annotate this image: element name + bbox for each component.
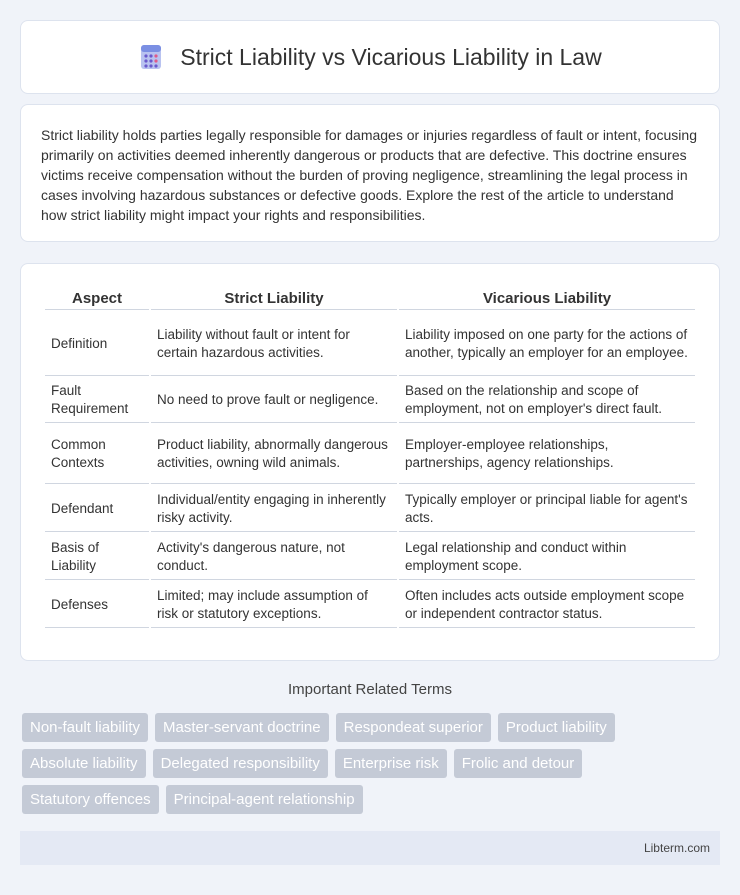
table-row xyxy=(45,378,695,423)
table-row xyxy=(45,312,695,376)
cell-strict: Limited; may include assumption of risk or statutory exceptions. xyxy=(151,582,397,628)
related-term-tag[interactable]: Frolic and detour xyxy=(454,749,583,778)
related-term-tag[interactable]: Principal-agent relationship xyxy=(166,785,363,814)
page-title: Strict Liability vs Vicarious Liability in Law xyxy=(180,43,602,70)
comparison-table-card xyxy=(20,263,720,661)
table-row xyxy=(45,582,695,628)
cell-aspect: Definition xyxy=(45,312,149,376)
cell-vicarious: Based on the relationship and scope of employment, not on employer's direct fault. xyxy=(399,378,695,423)
cell-vicarious: Liability imposed on one party for the actions of another, typically an employer for an employee. xyxy=(399,312,695,376)
cell-aspect: Defenses xyxy=(45,582,149,628)
calculator-icon xyxy=(138,44,164,70)
cell-aspect: Defendant xyxy=(45,486,149,532)
cell-vicarious: Typically employer or principal liable for agent's acts. xyxy=(399,486,695,532)
related-term-tag[interactable]: Statutory offences xyxy=(22,785,159,814)
cell-strict: Product liability, abnormally dangerous activities, owning wild animals. xyxy=(151,425,397,484)
related-term-tag[interactable]: Non-fault liability xyxy=(22,713,148,742)
related-term-tag[interactable]: Absolute liability xyxy=(22,749,146,778)
intro-card xyxy=(20,104,720,242)
table-row xyxy=(45,425,695,484)
cell-aspect: Basis of Liability xyxy=(45,534,149,580)
cell-strict: Individual/entity engaging in inherently risky activity. xyxy=(151,486,397,532)
intro-text: Strict liability holds parties legally responsible for damages or injuries regardless of fault or intent, focusing primarily on activities deemed inherently dangerous or products that are defective. This doctrine ensures victims receive compensation without the burden of proving negligence, streamlining the legal process in cases involving hazardous substances or defective goods. Explore the rest of the article to understand how strict liability might impact your rights and responsibilities. xyxy=(41,127,697,223)
comparison-table xyxy=(43,284,697,630)
header-card xyxy=(20,20,720,94)
header-vicarious-liability: Vicarious Liability xyxy=(399,286,695,310)
header-aspect: Aspect xyxy=(45,286,149,310)
title-wrap xyxy=(138,44,601,71)
related-terms-list xyxy=(22,713,722,814)
related-term-tag[interactable]: Enterprise risk xyxy=(335,749,447,778)
table-row xyxy=(45,534,695,580)
footer-site-link[interactable]: Libterm.com xyxy=(643,841,710,855)
related-term-tag[interactable]: Master-servant doctrine xyxy=(155,713,329,742)
related-term-tag[interactable]: Respondeat superior xyxy=(336,713,491,742)
cell-strict: No need to prove fault or negligence. xyxy=(151,378,397,423)
header-strict-liability: Strict Liability xyxy=(151,286,397,310)
cell-vicarious: Legal relationship and conduct within employment scope. xyxy=(399,534,695,580)
cell-strict: Activity's dangerous nature, not conduct. xyxy=(151,534,397,580)
table-row xyxy=(45,486,695,532)
cell-vicarious: Often includes acts outside employment scope or independent contractor status. xyxy=(399,582,695,628)
cell-aspect: Fault Requirement xyxy=(45,378,149,423)
cell-aspect: Common Contexts xyxy=(45,425,149,484)
footer xyxy=(20,831,720,865)
related-terms-title: Important Related Terms xyxy=(288,681,452,698)
cell-vicarious: Employer-employee relationships, partnerships, agency relationships. xyxy=(399,425,695,484)
cell-strict: Liability without fault or intent for certain hazardous activities. xyxy=(151,312,397,376)
related-term-tag[interactable]: Product liability xyxy=(498,713,615,742)
related-term-tag[interactable]: Delegated responsibility xyxy=(153,749,328,778)
table-header-row xyxy=(45,286,695,310)
